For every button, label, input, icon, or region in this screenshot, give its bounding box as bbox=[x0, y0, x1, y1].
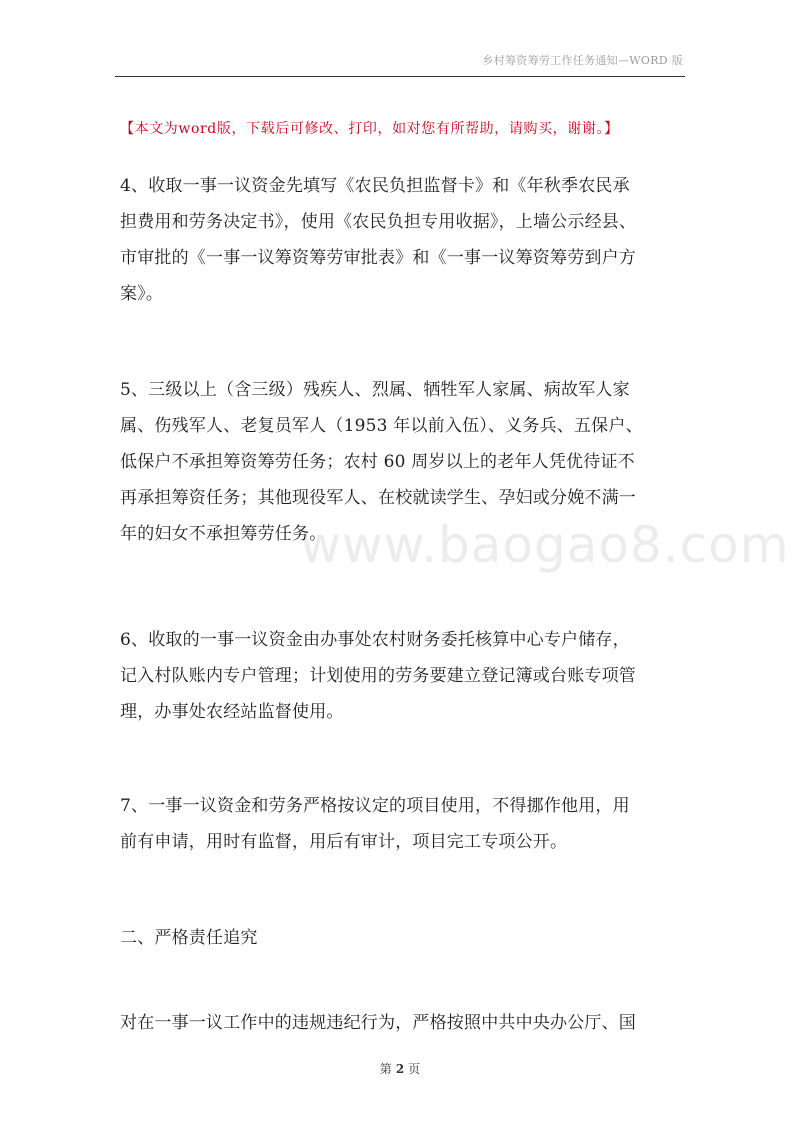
page-number: 2 bbox=[395, 1062, 405, 1076]
paragraph-line: 7、一事一议资金和劳务严格按议定的项目使用，不得挪作他用，用 bbox=[120, 796, 630, 816]
footer-suffix: 页 bbox=[408, 1062, 421, 1076]
paragraph-line: 担费用和劳务决定书》，使用《农民负担专用收据》，上墙公示经县、 bbox=[120, 212, 637, 232]
paragraph-4 bbox=[120, 168, 690, 312]
paragraph-line: 前有申请，用时有监督，用后有审计，项目完工专项公开。 bbox=[120, 832, 568, 852]
paragraph-line: 案》。 bbox=[120, 284, 164, 304]
paragraph-9 bbox=[120, 1005, 690, 1041]
page-footer bbox=[0, 1060, 800, 1077]
paragraph-line: 对在一事一议工作中的违规违纪行为，严格按照中共中央办公厅、国 bbox=[120, 1013, 636, 1033]
footer-prefix: 第 bbox=[379, 1062, 392, 1076]
paragraph-line: 属、伤残军人、老复员军人（1953 年以前入伍）、义务兵、五保户、 bbox=[120, 416, 643, 436]
paragraph-line: 年的妇女不承担筹劳任务。 bbox=[120, 524, 327, 544]
paragraph-6 bbox=[120, 622, 690, 730]
paragraph-line: 记入村队账内专户管理；计划使用的劳务要建立登记簿或台账专项管 bbox=[120, 666, 636, 686]
paragraph-line: 5、三级以上（含三级）残疾人、烈属、牺牲军人家属、病故军人家 bbox=[120, 380, 630, 400]
section-heading bbox=[120, 920, 690, 956]
heading-text: 二、严格责任追究 bbox=[120, 928, 258, 948]
header-title: 乡村筹资筹劳工作任务通知—WORD 版 bbox=[482, 54, 683, 67]
page-header bbox=[115, 48, 685, 77]
paragraph-line: 6、收取的一事一议资金由办事处农村财务委托核算中心专户储存， bbox=[120, 630, 630, 650]
paragraph-line: 理，办事处农经站监督使用。 bbox=[120, 702, 344, 722]
download-notice: 【本文为word版，下载后可修改、打印，如对您有所帮助，请购买，谢谢。】 bbox=[120, 121, 619, 137]
paragraph-7 bbox=[120, 788, 690, 860]
paragraph-line: 市审批的《一事一议筹资筹劳审批表》和《一事一议筹资筹劳到户方 bbox=[120, 248, 636, 268]
paragraph-line: 4、收取一事一议资金先填写《农民负担监督卡》和《年秋季农民承 bbox=[120, 176, 630, 196]
watermark: www.baogao8.com bbox=[300, 516, 790, 574]
paragraph-line: 再承担筹资任务；其他现役军人、在校就读学生、孕妇或分娩不满一 bbox=[120, 488, 636, 508]
paragraph-5 bbox=[120, 372, 690, 552]
paragraph-line: 低保户不承担筹资筹劳任务；农村 60 周岁以上的老年人凭优待证不 bbox=[120, 452, 635, 472]
